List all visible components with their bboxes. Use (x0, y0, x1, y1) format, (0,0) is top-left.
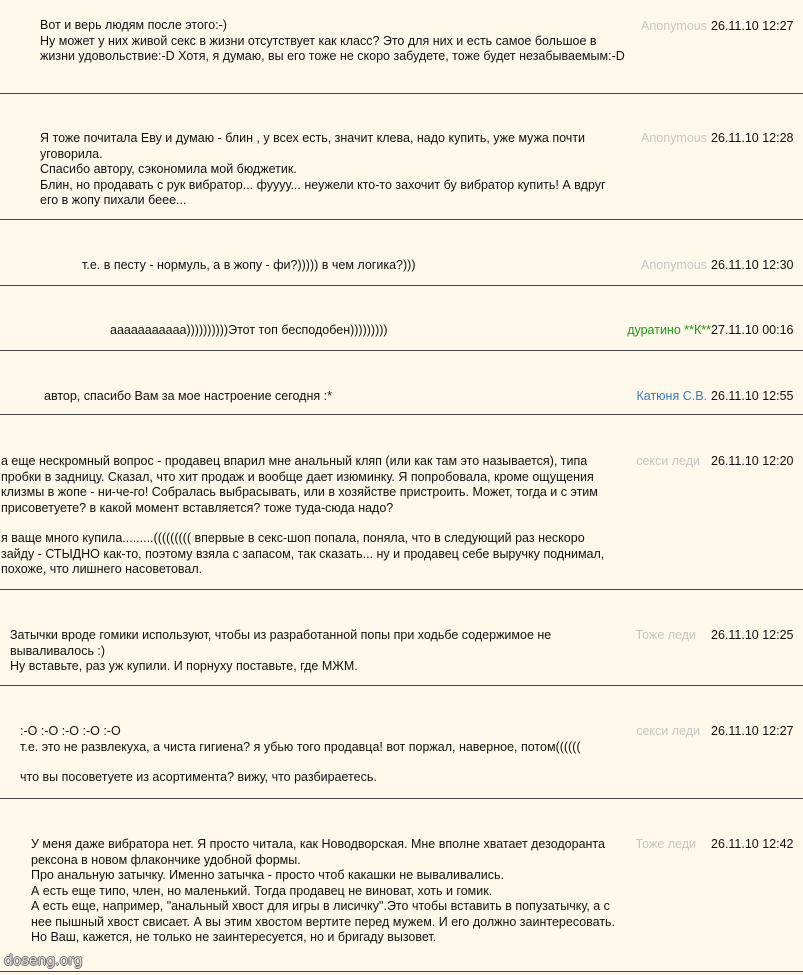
comment-date: 26.11.10 12:30 (711, 258, 794, 272)
comment-paragraph: Вот и верь людям после этого:-) (40, 18, 227, 32)
comment-paragraph: :-О :-О :-О :-О :-О (20, 724, 121, 738)
comment (0, 351, 803, 415)
comment-date: 26.11.10 12:28 (711, 131, 794, 145)
comment-date: 26.11.10 12:25 (711, 628, 794, 642)
comment-paragraph: т.е. это не развлекуха, а чиста гигиена? я убью того продавца! вот поржал, наверное, потом(((((( (20, 739, 581, 754)
comment-paragraph: что вы посоветуете из асортимента? вижу, что разбираетесь. (20, 770, 377, 784)
comment-text (40, 18, 625, 65)
comment-date: 26.11.10 12:42 (711, 837, 794, 851)
comment-paragraph: Ну может у них живой секс в жизни отсутствует как класс? Это для них и есть самое большое в жизни удовольствие:-D Хотя, я думаю, вы его тоже не скоро забудете, тоже будет незабываемым:-D (40, 33, 625, 63)
comment-author[interactable]: Anonymous (640, 131, 707, 145)
comment-paragraph: я ваще много купила.........((((((((( впервые в секс-шоп попала, поняла, что в следующий раз нескоро зайду - СТЫДНО как-то, поэтому взяла с запасом, так сказать... ну и продавец себе выручку поднимал, похоже, что лишнего насоветовал. (1, 531, 605, 576)
comment-text (10, 628, 590, 675)
comment (0, 0, 803, 94)
comment-text (110, 323, 695, 339)
comment-text (40, 131, 625, 209)
comment-paragraph: Я тоже почитала Еву и думаю - блин , у всех есть, значит клева, надо купить, уже мужа почти уговорила. (40, 131, 586, 161)
comment (0, 94, 803, 220)
comment-paragraph: Ну вставьте, раз уж купили. И порнуху поставьте, где МЖМ. (10, 659, 358, 673)
comment-author[interactable]: Anonymous (640, 19, 707, 33)
comment-author[interactable]: Тоже леди (635, 628, 696, 642)
site-watermark: doseng.org (4, 953, 83, 969)
comment-paragraph: Про анальную затычку. Именно затычка - просто чтоб какашки не вываливались. (31, 868, 504, 882)
comment-author[interactable]: Катюня С.В. (636, 389, 707, 403)
comment-date: 27.11.10 00:16 (711, 323, 794, 337)
comment-paragraph: А есть еще типо, член, но маленький. Тогда продавец не виноват, хоть и гомик. (31, 883, 493, 898)
comment-text (82, 258, 667, 274)
comment-author[interactable]: Тоже леди (635, 837, 696, 851)
comment-author[interactable]: секси леди (636, 454, 700, 468)
comment (0, 415, 803, 590)
comment-paragraph: У меня даже вибратора нет. Я просто читала, как Новодворская. Мне вполне хватает дезодоранта рексона в новом флакончике удобной формы. (31, 837, 605, 867)
comment-paragraph: Но Ваш, кажется, не только не заинтересуется, но и бригаду вызовет. (31, 930, 437, 944)
comment-paragraph: Спасибо автору, сэкономила мой бюджетик. (40, 162, 297, 176)
comment-date: 26.11.10 12:27 (711, 19, 794, 33)
comment-text (20, 724, 630, 786)
comment-text (1, 454, 621, 578)
comment-paragraph: А есть еще, например, "анальный хвост для игры в лисичку".Это чтобы вставить в попузатычку, а с нее пышный хвост свисает. А вы этим хвостом вертите перед мужем. И его должно заинтересовать. (31, 899, 616, 929)
comment (0, 799, 803, 972)
comment-paragraph: а еще нескромный вопрос - продавец впарил мне анальный кляп (или как там это называется), типа пробки в задницу. Сказал, что хит продаж и вообще дает изюминку. Я попробовала, кроме ощущения клизмы в жопе - ни-че-го! Собралась выбрасывать, или в хозяйстве пристроить. Может, тогда и с этим присоветуете? в какой момент вставляется? тоже туда-сюда надо? (1, 454, 598, 515)
comment (0, 686, 803, 799)
comment-paragraph: Затычки вроде гомики используют, чтобы из разработанной попы при ходьбе содержимое не вываливалось :) (10, 628, 552, 658)
comment-author[interactable]: дуратино **К** (627, 323, 711, 337)
comment-date: 26.11.10 12:20 (711, 454, 794, 468)
comment-paragraph: т.е. в песту - нормуль, а в жопу - фи?))))) в чем логика?))) (82, 258, 416, 272)
comment-paragraph: автор, спасибо Вам за мое настроение сегодня :* (44, 389, 332, 403)
comment-text (44, 389, 629, 405)
comment-author[interactable]: секси леди (636, 724, 700, 738)
comment (0, 590, 803, 686)
comment-date: 26.11.10 12:55 (711, 389, 794, 403)
comment-date: 26.11.10 12:27 (711, 724, 794, 738)
comment-paragraph: ааааааааааа))))))))))Этот топ бесподобен))))))))) (110, 323, 388, 337)
comment-paragraph: Блин, но продавать с рук вибратор... фуууу... неужели кто-то захочит бу вибратор купить! А вдруг его в жопу пихали беее... (40, 177, 606, 207)
comment-author[interactable]: Anonymous (640, 258, 707, 272)
comment-text (31, 837, 627, 946)
comment (0, 220, 803, 286)
comment (0, 286, 803, 351)
